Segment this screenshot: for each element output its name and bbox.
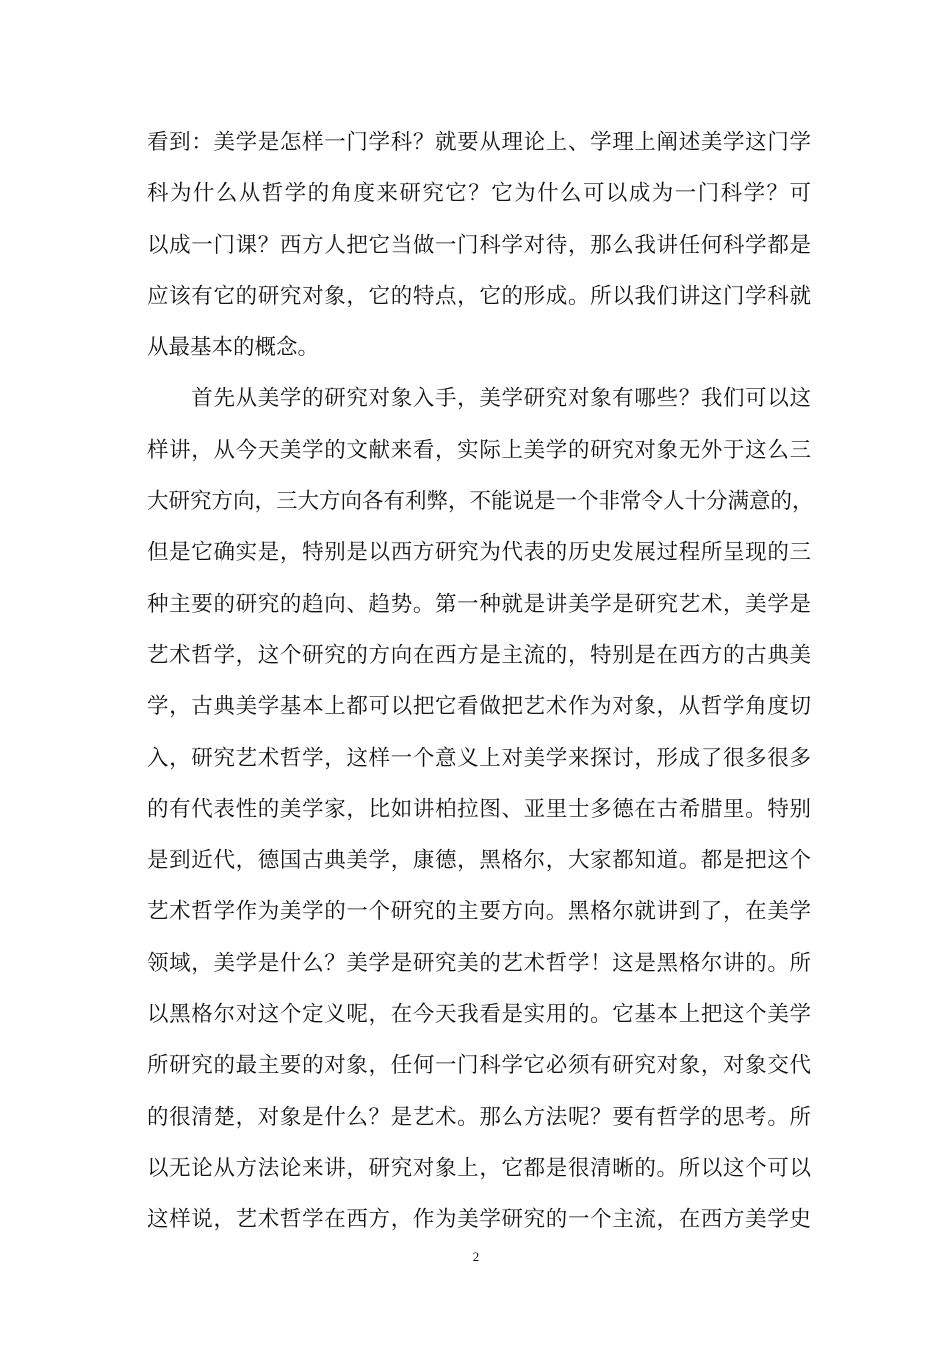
body-text: [147, 117, 814, 1246]
text-line: 以无论从方法论来讲，研究对象上，它都是很清晰的。所以这个可以: [147, 1155, 811, 1181]
text-line: 这样说，艺术哲学在西方，作为美学研究的一个主流，在西方美学史: [147, 1207, 811, 1233]
text-line: 种主要的研究的趋向、趋势。第一种就是讲美学是研究艺术，美学是: [147, 591, 811, 617]
text-line: 艺术哲学作为美学的一个研究的主要方向。黑格尔就讲到了，在美学: [147, 899, 811, 925]
text-line: 样讲，从今天美学的文献来看，实际上美学的研究对象无外于这么三: [147, 437, 811, 463]
text-line: 所研究的最主要的对象，任何一门科学它必须有研究对象，对象交代: [147, 1053, 811, 1079]
text-line: 学，古典美学基本上都可以把它看做把艺术作为对象，从哲学角度切: [147, 694, 811, 720]
text-line: 的有代表性的美学家，比如讲柏拉图、亚里士多德在古希腊里。特别: [147, 796, 811, 822]
text-line: 以黑格尔对这个定义呢，在今天我看是实用的。它基本上把这个美学: [147, 1002, 811, 1028]
text-line: 首先从美学的研究对象入手，美学研究对象有哪些？我们可以这: [147, 386, 811, 412]
text-line: 从最基本的概念。: [147, 335, 320, 361]
text-line: 看到：美学是怎样一门学科？就要从理论上、学理上阐述美学这门学: [147, 130, 811, 155]
text-line: 是到近代，德国古典美学，康德，黑格尔，大家都知道。都是把这个: [147, 848, 811, 874]
page-number: 2: [472, 1249, 480, 1264]
text-line: 艺术哲学，这个研究的方向在西方是主流的，特别是在西方的古典美: [147, 642, 811, 668]
text-line: 大研究方向，三大方向各有利弊，不能说是一个非常令人十分满意的，: [147, 489, 814, 515]
text-line: 以成一门课？西方人把它当做一门科学对待，那么我讲任何科学都是: [147, 232, 811, 258]
text-line: 应该有它的研究对象，它的特点，它的形成。所以我们讲这门学科就: [147, 283, 811, 309]
text-line: 的很清楚，对象是什么？是艺术。那么方法呢？要有哲学的思考。所: [147, 1104, 811, 1130]
text-line: 领域，美学是什么？美学是研究美的艺术哲学！这是黑格尔讲的。所: [147, 950, 811, 976]
text-line: 入，研究艺术哲学，这样一个意义上对美学来探讨，形成了很多很多: [147, 745, 811, 771]
text-line: 科为什么从哲学的角度来研究它？它为什么可以成为一门科学？可: [147, 181, 811, 207]
text-line: 但是它确实是，特别是以西方研究为代表的历史发展过程所呈现的三: [147, 540, 811, 566]
